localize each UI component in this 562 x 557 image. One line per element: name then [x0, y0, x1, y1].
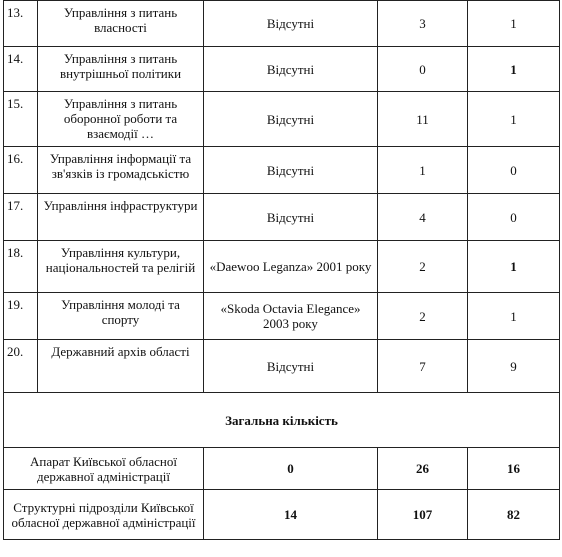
count-a: 2 — [378, 241, 468, 293]
count-b: 1 — [468, 241, 560, 293]
count-b: 1 — [468, 47, 560, 92]
table-row — [4, 340, 560, 393]
department-name: Управління інфраструктури — [38, 194, 204, 241]
row-number: 18. — [4, 241, 38, 293]
vehicle-info: Відсутні — [204, 194, 378, 241]
total-heading-row — [4, 393, 560, 448]
total-label: Апарат Київської обласної державної адміністрації — [4, 448, 204, 490]
row-number: 16. — [4, 147, 38, 194]
row-number: 20. — [4, 340, 38, 393]
count-a: 4 — [378, 194, 468, 241]
count-a: 11 — [378, 92, 468, 147]
count-b: 1 — [468, 92, 560, 147]
table-row — [4, 147, 560, 194]
department-name: Управління інформації та зв'язків із громадськістю — [38, 147, 204, 194]
total-heading: Загальна кількість — [4, 393, 560, 448]
count-b: 0 — [468, 147, 560, 194]
count-a: 7 — [378, 340, 468, 393]
table-row — [4, 241, 560, 293]
table-body — [4, 1, 560, 540]
vehicle-info: Відсутні — [204, 47, 378, 92]
department-name: Управління молоді та спорту — [38, 293, 204, 340]
total-value-c1: 14 — [204, 490, 378, 540]
row-number: 14. — [4, 47, 38, 92]
department-name: Управління з питань оборонної роботи та взаємодії … — [38, 92, 204, 147]
total-value-c1: 0 — [204, 448, 378, 490]
row-number: 13. — [4, 1, 38, 47]
count-a: 3 — [378, 1, 468, 47]
count-b: 1 — [468, 1, 560, 47]
vehicle-info: Відсутні — [204, 92, 378, 147]
table-row — [4, 1, 560, 47]
row-number: 15. — [4, 92, 38, 147]
row-number: 17. — [4, 194, 38, 241]
department-name: Державний архів області — [38, 340, 204, 393]
table-row — [4, 92, 560, 147]
vehicle-info: Відсутні — [204, 1, 378, 47]
total-label: Структурні підрозділи Київської обласної державної адміністрації — [4, 490, 204, 540]
department-name: Управління культури, національностей та релігій — [38, 241, 204, 293]
department-name: Управління з питань внутрішньої політики — [38, 47, 204, 92]
count-b: 9 — [468, 340, 560, 393]
department-name: Управління з питань власності — [38, 1, 204, 47]
total-value-c2: 107 — [378, 490, 468, 540]
total-value-c2: 26 — [378, 448, 468, 490]
vehicle-info: «Skoda Octavia Elegance» 2003 року — [204, 293, 378, 340]
vehicle-info: «Daewoo Leganza» 2001 року — [204, 241, 378, 293]
count-a: 1 — [378, 147, 468, 194]
count-b: 1 — [468, 293, 560, 340]
table-row — [4, 194, 560, 241]
total-row — [4, 490, 560, 540]
vehicles-table — [3, 0, 560, 540]
table-row — [4, 293, 560, 340]
total-value-c3: 16 — [468, 448, 560, 490]
total-value-c3: 82 — [468, 490, 560, 540]
count-b: 0 — [468, 194, 560, 241]
vehicle-info: Відсутні — [204, 340, 378, 393]
vehicle-info: Відсутні — [204, 147, 378, 194]
count-a: 0 — [378, 47, 468, 92]
row-number: 19. — [4, 293, 38, 340]
total-row — [4, 448, 560, 490]
count-a: 2 — [378, 293, 468, 340]
table-row — [4, 47, 560, 92]
